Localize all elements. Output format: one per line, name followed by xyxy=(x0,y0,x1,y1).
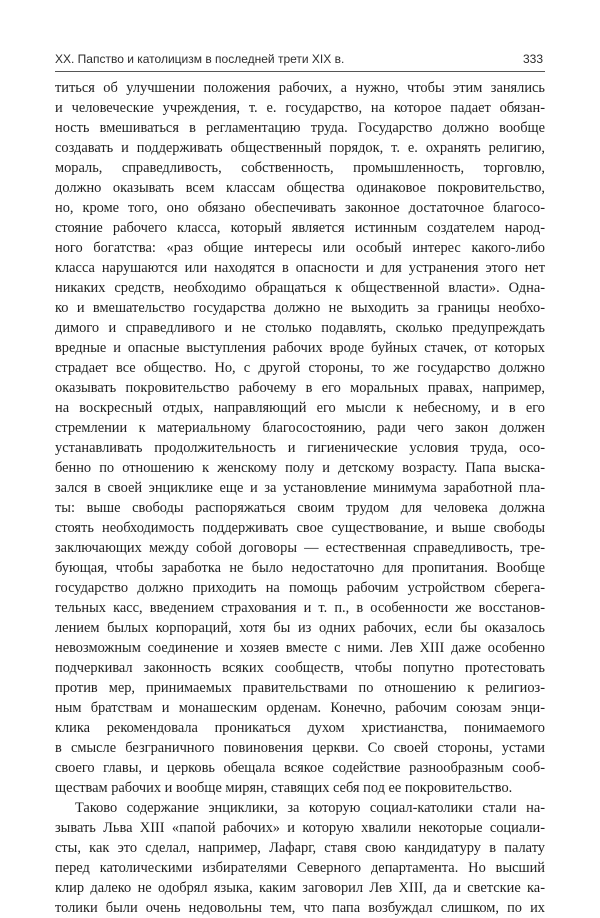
text-line: создавать и поддерживать общественный порядок, т. е. охранять религию, xyxy=(55,140,545,156)
text-line: зывать Льва XIII «папой рабочих» и которую хвалили некоторые социали- xyxy=(55,820,545,836)
body-text xyxy=(55,78,545,918)
text-line: ты: выше свободы распоряжаться своим трудом для человека должна xyxy=(55,500,545,516)
text-line: страдает все общество. Но, с другой стороны, то же государство должно xyxy=(55,360,545,376)
text-line: невозможным соединение и хозяев вместе с ними. Лев XIII даже особенно xyxy=(55,640,545,656)
text-line: ко и вмешательство государства должно не выходить за границы необхо- xyxy=(55,300,545,316)
running-header xyxy=(55,52,545,70)
text-line: титься об улучшении положения рабочих, а нужно, чтобы этим занялись xyxy=(55,80,545,96)
text-line: стоять необходимость поддерживать свое существование, и выше свободы xyxy=(55,520,545,536)
text-line: оказывать покровительство рабочему в его моральных правах, например, xyxy=(55,380,545,396)
text-line: сты, как это сделал, например, Лафарг, ставя свою кандидатуру в палату xyxy=(55,840,545,856)
text-line: тельных касс, введением страхования и т. п., в особенности же восстанов- xyxy=(55,600,545,616)
text-line: должно оказывать всем классам общества одинаковое покровительство, xyxy=(55,180,545,196)
text-line: вредные и опасные выступления рабочих вроде буйных стачек, от которых xyxy=(55,340,545,356)
text-line: зался в своей энциклике еще и за установление минимума заработной пла- xyxy=(55,480,545,496)
text-line: ность вмешиваться в регламентацию труда. Государство должно вообще xyxy=(55,120,545,136)
text-line: стояние рабочего класса, который является истинным создателем народ- xyxy=(55,220,545,236)
text-line: на воскресный отдых, направляющий его мысли к небесному, и в его xyxy=(55,400,545,416)
text-line: бующая, чтобы заработка не было недостаточно для пропитания. Вообще xyxy=(55,560,545,576)
text-line: заключающих между собой договоры — естественная справедливость, тре- xyxy=(55,540,545,556)
text-line: в смысле безграничного повиновения церкви. Со своей стороны, устами xyxy=(55,740,545,756)
text-line: клика рекомендовала проникаться духом христианства, понимаемого xyxy=(55,720,545,736)
text-line: никаких средств, необходимо обращаться к общественной власти». Одна- xyxy=(55,280,545,296)
text-line: стремлении к материальному благосостоянию, ради чего закон должен xyxy=(55,420,545,436)
text-line: против мер, принимаемых правительствами по отношению к религиоз- xyxy=(55,680,545,696)
text-line: димого и справедливого и не столько подавлять, сколько предупреждать xyxy=(55,320,545,336)
text-line: устанавливать продолжительность и гигиенические условия труда, осо- xyxy=(55,440,545,456)
text-line: своего главы, и церковь обещала всякое содействие разнообразным сооб- xyxy=(55,760,545,776)
text-line: ным братствам и монашеским орденам. Конечно, рабочим союзам энци- xyxy=(55,700,545,716)
text-line: клир далеко не одобрял языка, каким заговорил Лев XIII, да и светские ка- xyxy=(55,880,545,896)
text-line: толики были очень недовольны тем, что папа возбуждал слишком, по их xyxy=(55,900,545,916)
running-title: XX. Папство и католицизм в последней трети XIX в. xyxy=(55,52,345,66)
header-rule xyxy=(55,71,545,72)
text-line: ного богатства: «раз общие интересы или особый интерес какого-либо xyxy=(55,240,545,256)
text-line: Таково содержание энциклики, за которую социал-католики стали на- xyxy=(75,800,545,816)
text-line: класса нарушаются или находятся в опасности и для устранения этого нет xyxy=(55,260,545,276)
text-line: и человеческие учреждения, т. е. государство, на которое падает обязан- xyxy=(55,100,545,116)
text-line: государство должно приходить на помощь рабочим устройством сберега- xyxy=(55,580,545,596)
text-line: но, кроме того, оно обязано обеспечивать законное достаточное благосо- xyxy=(55,200,545,216)
page-number: 333 xyxy=(522,52,543,66)
text-line: ществам рабочих и вообще мирян, ставящих себя под ее покровительство. xyxy=(55,780,513,796)
text-line: перед католическими избирателями Северного департамента. Но высший xyxy=(55,860,545,876)
text-line: мораль, справедливость, собственность, промышленность, торговлю, xyxy=(55,160,545,176)
text-line: лением былых корпораций, хотя бы из одних рабочих, если бы оказалось xyxy=(55,620,545,636)
text-line: бенно по отношению к женскому полу и детскому возрасту. Папа выска- xyxy=(55,460,545,476)
text-line: подчеркивал законность всяких сообществ, чтобы попутно протестовать xyxy=(55,660,545,676)
